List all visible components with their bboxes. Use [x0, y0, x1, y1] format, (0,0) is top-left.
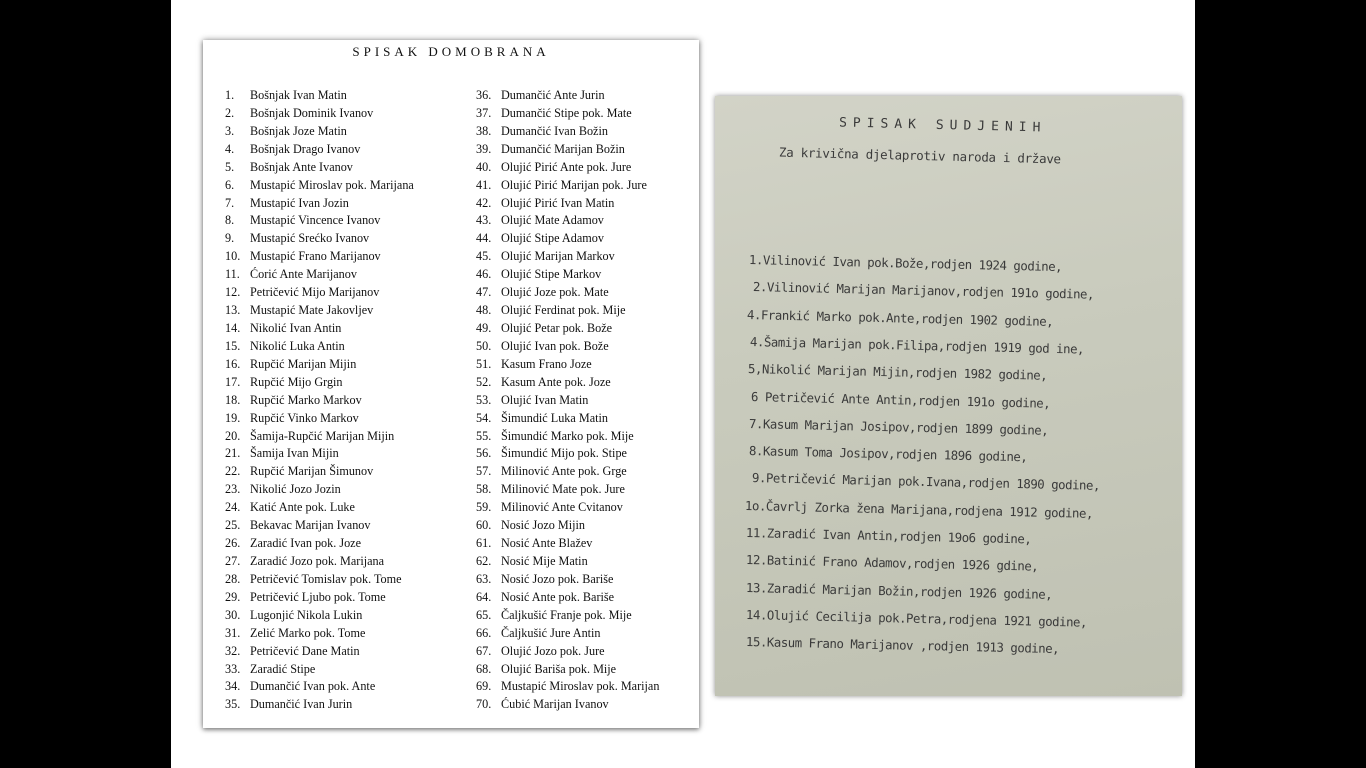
list-item-number: 46.	[476, 267, 492, 282]
list-item-number: 43.	[476, 213, 492, 228]
list-item-number: 51.	[476, 356, 492, 371]
list-item-number: 4.	[225, 141, 235, 156]
list-item-number: 41.	[476, 177, 492, 192]
list-item-number: 50.	[476, 338, 492, 353]
list-item	[476, 284, 659, 302]
typewritten-entry: 1o.Čavrlj Zorka žena Marijana,rodjena 1912 godine,	[744, 497, 1094, 521]
list-item	[476, 338, 659, 356]
list-item-name: Nosić Jozo Mijin	[501, 518, 585, 533]
list-item-name: Šamija-Rupčić Marijan Mijin	[250, 428, 395, 443]
list-item-name: Čaljkušić Jure Antin	[501, 625, 601, 640]
list-item-number: 32.	[225, 643, 241, 658]
typewritten-entry: 5,Nikolić Marijan Mijin,rodjen 1982 godine,	[747, 361, 1048, 383]
list-item	[225, 661, 414, 679]
list-item	[225, 517, 414, 535]
list-item-number: 2.	[225, 105, 235, 120]
list-item-name: Olujić Ferdinat pok. Mije	[501, 303, 626, 318]
list-item	[476, 123, 659, 141]
list-item	[225, 499, 414, 517]
list-item-number: 47.	[476, 285, 492, 300]
list-item	[476, 141, 659, 159]
list-item-name: Zaradić Ivan pok. Joze	[250, 536, 361, 551]
list-item	[476, 643, 659, 661]
list-item-number: 35.	[225, 697, 241, 712]
list-item	[225, 696, 414, 714]
list-item-name: Olujić Pirić Ivan Matin	[501, 195, 615, 210]
list-item-number: 42.	[476, 195, 492, 210]
list-item	[476, 499, 659, 517]
list-item-number: 27.	[225, 553, 241, 568]
list-item	[476, 230, 659, 248]
list-item-number: 22.	[225, 464, 241, 479]
list-item-name: Dumančić Ivan Božin	[501, 123, 608, 138]
list-item-number: 31.	[225, 625, 241, 640]
list-item-number: 8.	[225, 213, 235, 228]
list-item	[225, 320, 414, 338]
list-item	[476, 678, 659, 696]
list-item-number: 57.	[476, 464, 492, 479]
list-item	[476, 177, 659, 195]
list-item-number: 37.	[476, 105, 492, 120]
list-item	[225, 123, 414, 141]
list-item-number: 68.	[476, 661, 492, 676]
list-item	[476, 212, 659, 230]
list-item-name: Dumančić Stipe pok. Mate	[501, 105, 632, 120]
typewritten-subtitle: Za krivična djelaprotiv naroda i države	[778, 144, 1061, 167]
list-item	[225, 141, 414, 159]
list-item	[225, 428, 414, 446]
list-item-name: Bošnjak Drago Ivanov	[250, 141, 361, 156]
list-item	[476, 410, 659, 428]
list-item	[476, 248, 659, 266]
list-item	[476, 302, 659, 320]
list-item-name: Mustapić Mate Jakovljev	[250, 303, 374, 318]
list-item-name: Šimundić Marko pok. Mije	[501, 428, 634, 443]
list-item-name: Zaradić Stipe	[250, 661, 316, 676]
list-item-name: Šamija Ivan Mijin	[250, 446, 339, 461]
list-item	[476, 266, 659, 284]
list-item-number: 60.	[476, 518, 492, 533]
list-item-number: 16.	[225, 356, 241, 371]
list-item-name: Olujić Joze pok. Mate	[501, 285, 609, 300]
list-item-name: Bošnjak Joze Matin	[250, 123, 347, 138]
list-item	[476, 625, 659, 643]
list-item-number: 33.	[225, 661, 241, 676]
list-item-number: 5.	[225, 159, 235, 174]
list-item-name: Olujić Marijan Markov	[501, 249, 615, 264]
list-item	[225, 445, 414, 463]
list-item-name: Kasum Frano Joze	[501, 356, 592, 371]
list-item-number: 61.	[476, 536, 492, 551]
typewritten-entry: 4.Šamija Marijan pok.Filipa,rodjen 1919 god ine,	[749, 333, 1085, 357]
list-item-name: Nosić Ante pok. Bariše	[501, 589, 615, 604]
list-item-name: Milinović Ante Cvitanov	[501, 500, 623, 515]
list-item	[225, 607, 414, 625]
list-item	[225, 159, 414, 177]
list-item-number: 67.	[476, 643, 492, 658]
list-item-name: Milinović Mate pok. Jure	[501, 482, 625, 497]
list-item-number: 26.	[225, 536, 241, 551]
domobrani-list-document	[203, 40, 699, 728]
list-item-name: Olujić Ivan Matin	[501, 392, 589, 407]
list-item	[225, 678, 414, 696]
typewritten-entry: 14.Olujić Cecilija pok.Petra,rodjena 1921 godine,	[745, 606, 1088, 630]
list-item-number: 49.	[476, 320, 492, 335]
list-item	[225, 356, 414, 374]
list-item-number: 66.	[476, 625, 492, 640]
list-item-number: 59.	[476, 500, 492, 515]
list-item-name: Olujić Stipe Markov	[501, 267, 602, 282]
list-item-name: Katić Ante pok. Luke	[250, 500, 355, 515]
list-column-left	[225, 87, 414, 714]
list-item-name: Mustapić Vincence Ivanov	[250, 213, 381, 228]
list-item-name: Nosić Mije Matin	[501, 553, 588, 568]
typewritten-entry: 8.Kasum Toma Josipov,rodjen 1896 godine,	[748, 443, 1028, 465]
list-item	[225, 266, 414, 284]
list-item-number: 25.	[225, 518, 241, 533]
list-item-name: Zelić Marko pok. Tome	[250, 625, 366, 640]
list-item-number: 15.	[225, 338, 241, 353]
list-item-number: 54.	[476, 410, 492, 425]
list-item-number: 70.	[476, 697, 492, 712]
list-item	[476, 374, 659, 392]
list-item	[476, 607, 659, 625]
list-item-name: Lugonjić Nikola Lukin	[250, 607, 363, 622]
list-item	[225, 105, 414, 123]
list-item-number: 19.	[225, 410, 241, 425]
list-item-number: 10.	[225, 249, 241, 264]
typewritten-entry: 9.Petričević Marijan pok.Ivana,rodjen 1890 godine,	[751, 470, 1101, 494]
list-column-right	[476, 87, 659, 714]
list-item-name: Rupčić Vinko Markov	[250, 410, 359, 425]
list-item	[476, 445, 659, 463]
typewritten-title: SPISAK SUDJENIH	[838, 115, 1047, 136]
list-item	[476, 195, 659, 213]
list-item	[476, 356, 659, 374]
list-item-number: 40.	[476, 159, 492, 174]
list-item-name: Rupčić Mijo Grgin	[250, 374, 343, 389]
list-item	[225, 625, 414, 643]
list-item-number: 12.	[225, 285, 241, 300]
list-item	[476, 481, 659, 499]
list-item-number: 39.	[476, 141, 492, 156]
list-item	[225, 212, 414, 230]
list-item-number: 3.	[225, 123, 235, 138]
list-item	[225, 481, 414, 499]
list-item-name: Bošnjak Dominik Ivanov	[250, 105, 374, 120]
list-item-name: Rupčić Marijan Mijin	[250, 356, 357, 371]
list-item-name: Ćubić Marijan Ivanov	[501, 697, 609, 712]
typewritten-entry: 2.Vilinović Marijan Marijanov,rodjen 191o godine,	[752, 279, 1095, 303]
list-item-name: Bošnjak Ivan Matin	[250, 88, 347, 102]
list-item	[476, 571, 659, 589]
list-item	[476, 535, 659, 553]
list-item	[225, 374, 414, 392]
list-item	[225, 195, 414, 213]
list-item-name: Nosić Jozo pok. Bariše	[501, 571, 614, 586]
list-item-name: Olujić Stipe Adamov	[501, 231, 604, 246]
list-item-name: Olujić Petar pok. Bože	[501, 320, 613, 335]
list-item-name: Petričević Tomislav pok. Tome	[250, 571, 402, 586]
list-item	[476, 589, 659, 607]
list-item	[225, 177, 414, 195]
typewritten-entry: 6 Petričević Ante Antin,rodjen 191o godine,	[750, 388, 1051, 411]
list-item-name: Dumančić Ivan Jurin	[250, 697, 353, 712]
list-item-name: Mustapić Miroslav pok. Marijana	[250, 177, 414, 192]
list-item-number: 30.	[225, 607, 241, 622]
list-item	[476, 553, 659, 571]
list-item-number: 17.	[225, 374, 241, 389]
typewritten-entry: 13.Zaradić Marijan Božin,rodjen 1926 godine,	[745, 579, 1053, 602]
list-item	[225, 463, 414, 481]
typewritten-entry: 4.Frankić Marko pok.Ante,rodjen 1902 godine,	[746, 306, 1054, 329]
list-item-name: Rupčić Marko Markov	[250, 392, 362, 407]
list-item-number: 69.	[476, 679, 492, 694]
list-item-number: 53.	[476, 392, 492, 407]
list-item-number: 11.	[225, 267, 240, 282]
list-item-number: 24.	[225, 500, 241, 515]
list-item-number: 28.	[225, 571, 241, 586]
list-item-number: 48.	[476, 303, 492, 318]
list-item-name: Ćorić Ante Marijanov	[250, 267, 357, 282]
typewritten-entry: 12.Batinić Frano Adamov,rodjen 1926 gdine,	[745, 552, 1039, 574]
list-item-name: Nikolić Jozo Jozin	[250, 482, 341, 497]
list-item	[225, 284, 414, 302]
list-item	[225, 230, 414, 248]
list-item	[476, 463, 659, 481]
typewritten-entry: 11.Zaradić Ivan Antin,rodjen 19o6 godine,	[745, 525, 1032, 547]
list-item	[225, 410, 414, 428]
list-item-number: 21.	[225, 446, 241, 461]
list-item-number: 9.	[225, 231, 235, 246]
list-item-name: Olujić Pirić Ante pok. Jure	[501, 159, 632, 174]
list-item-name: Dumančić Ivan pok. Ante	[250, 679, 376, 694]
list-item-number: 58.	[476, 482, 492, 497]
list-item-name: Nosić Ante Blažev	[501, 536, 593, 551]
list-item	[476, 696, 659, 714]
list-item-number: 29.	[225, 589, 241, 604]
list-item-number: 14.	[225, 320, 241, 335]
list-item	[225, 87, 414, 105]
list-item-name: Dumančić Ante Jurin	[501, 88, 605, 102]
list-item	[225, 392, 414, 410]
list-item-number: 1.	[225, 88, 235, 102]
list-item-name: Nikolić Ivan Antin	[250, 320, 342, 335]
list-item-number: 38.	[476, 123, 492, 138]
list-item-name: Mustapić Frano Marijanov	[250, 249, 381, 264]
list-item-number: 44.	[476, 231, 492, 246]
list-item-name: Bošnjak Ante Ivanov	[250, 159, 353, 174]
list-item-name: Mustapić Ivan Jozin	[250, 195, 349, 210]
list-item-name: Dumančić Marijan Božin	[501, 141, 625, 156]
list-item	[225, 553, 414, 571]
list-item-name: Olujić Ivan pok. Bože	[501, 338, 609, 353]
list-item-name: Petričević Dane Matin	[250, 643, 360, 658]
list-item-name: Mustapić Srećko Ivanov	[250, 231, 370, 246]
list-item-name: Olujić Bariša pok. Mije	[501, 661, 617, 676]
list-item-name: Milinović Ante pok. Grge	[501, 464, 627, 479]
typewritten-document-scan	[715, 96, 1182, 696]
list-item	[225, 571, 414, 589]
list-item	[225, 589, 414, 607]
list-item-name: Petričević Mijo Marijanov	[250, 285, 380, 300]
list-item-number: 36.	[476, 88, 492, 102]
list-item	[225, 338, 414, 356]
list-item-name: Mustapić Miroslav pok. Marijan	[501, 679, 660, 694]
list-item	[225, 302, 414, 320]
list-item	[476, 87, 659, 105]
list-item	[476, 661, 659, 679]
list-item-number: 62.	[476, 553, 492, 568]
list-item	[476, 428, 659, 446]
list-item-number: 63.	[476, 571, 492, 586]
list-item	[225, 643, 414, 661]
list-item	[476, 159, 659, 177]
list-item	[225, 535, 414, 553]
list-item-name: Kasum Ante pok. Joze	[501, 374, 611, 389]
list-item-number: 13.	[225, 303, 241, 318]
list-item-number: 52.	[476, 374, 492, 389]
list-item-number: 64.	[476, 589, 492, 604]
list-item	[476, 392, 659, 410]
list-item-name: Bekavac Marijan Ivanov	[250, 518, 371, 533]
list-item-number: 55.	[476, 428, 492, 443]
typewritten-entry: 1.Vilinović Ivan pok.Bože,rodjen 1924 godine,	[748, 252, 1063, 275]
list-item-name: Zaradić Jozo pok. Marijana	[250, 553, 385, 568]
list-item-name: Olujić Jozo pok. Jure	[501, 643, 605, 658]
list-item	[476, 105, 659, 123]
list-item	[225, 248, 414, 266]
list-item-number: 6.	[225, 177, 235, 192]
list-item-number: 56.	[476, 446, 492, 461]
list-item-number: 65.	[476, 607, 492, 622]
list-item-name: Šimundić Luka Matin	[501, 410, 608, 425]
list-item-number: 18.	[225, 392, 241, 407]
list-item-number: 23.	[225, 482, 241, 497]
document-title: SPISAK DOMOBRANA	[352, 44, 550, 59]
list-item-name: Čaljkušić Franje pok. Mije	[501, 607, 632, 622]
list-item-name: Šimundić Mijo pok. Stipe	[501, 446, 627, 461]
list-item-name: Olujić Pirić Marijan pok. Jure	[501, 177, 647, 192]
list-item-number: 20.	[225, 428, 241, 443]
list-item	[476, 320, 659, 338]
list-item-name: Petričević Ljubo pok. Tome	[250, 589, 386, 604]
typewritten-entry: 7.Kasum Marijan Josipov,rodjen 1899 godine,	[748, 415, 1049, 438]
list-item-number: 45.	[476, 249, 492, 264]
list-item-number: 7.	[225, 195, 235, 210]
list-item-name: Nikolić Luka Antin	[250, 338, 345, 353]
list-item-name: Olujić Mate Adamov	[501, 213, 604, 228]
list-item	[476, 517, 659, 535]
list-item-name: Rupčić Marijan Šimunov	[250, 464, 374, 479]
typewritten-entry: 15.Kasum Frano Marijanov ,rodjen 1913 godine,	[745, 634, 1060, 657]
list-item-number: 34.	[225, 679, 241, 694]
